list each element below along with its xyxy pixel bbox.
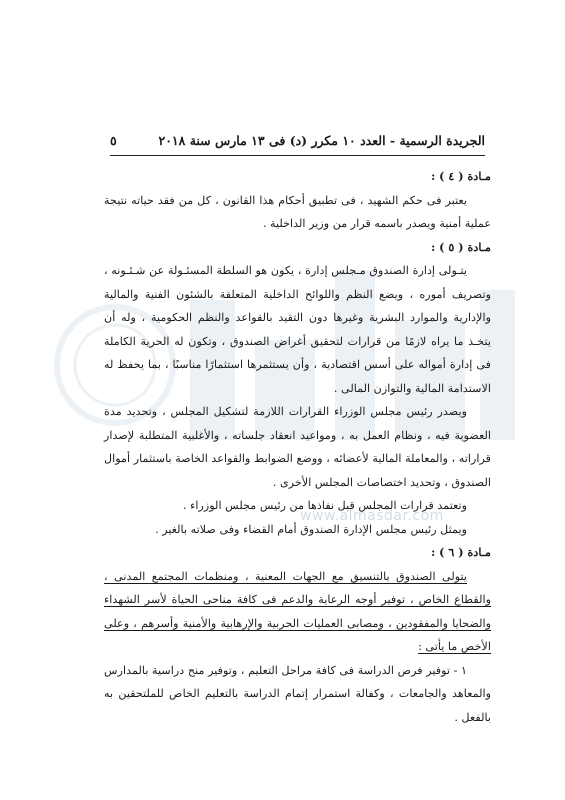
article-4-text: يعتبر فى حكم الشهيد ، فى تطبيق أحكام هذا القانون ، كل من فقد حياته نتيجة عملية أمنية ويصدر باسمه قرار من وزير الداخلية .: [104, 193, 491, 230]
article-5-paragraph-3: وتعتمد قرارات المجلس قبل نفاذها من رئيس مجلس الوزراء .: [182, 499, 467, 512]
article-4-heading: مـادة ( ٤ ) :: [431, 169, 491, 183]
gazette-title: الجريدة الرسمية - العدد ١٠ مكرر (د) فى ١٣ مارس سنة ٢٠١٨: [158, 133, 485, 148]
page-header: [110, 131, 485, 153]
document-body: [104, 165, 491, 729]
article-6-paragraph-1: يتولى الصندوق بالتنسيق مع الجهات المعنية ، ومنظمات المجتمع المدنى ، والقطاع الخاص ، توفير أوجه الرعاية والدعم فى كافة مناحى الحياة لأسر الشهداء والضحايا والمفقودين ، ومصابى العمليات الحربية والإرهابية والأمنية وأسرهم ، وعلى الأخص ما يأتى :: [104, 569, 491, 653]
article-6-item-1: ١ - توفير فرص الدراسة فى كافة مراحل التعليم ، وتوفير منح دراسية بالمدارس والمعاهد والجامعات ، وكفالة استمرار إتمام الدراسة بالتعليم الخاص للملتحقين به بالفعل .: [104, 663, 491, 724]
page-number: ٥: [110, 133, 117, 148]
article-5-paragraph-2: ويصدر رئيس مجلس الوزراء القرارات اللازمة لتشكيل المجلس ، وتحديد مدة العضوية فيه ، ونظام العمل به ، ومواعيد انعقاد جلساته ، والأغلبية المتطلبة لإصدار قراراته ، والمعاملة المالية لأعضائه ، ووضع الضوابط والقواعد الخاصة باستثمار أموال الصندوق ، وتحديد اختصاصات المجلس الأخرى .: [104, 405, 491, 489]
article-5-heading: مـادة ( ٥ ) :: [431, 239, 491, 254]
article-5-paragraph-1: يتـولى إدارة الصندوق مـجلس إدارة ، يكون هو السلطة المسئـولة عن شـئـونه ، وتصريف أموره ، ويضع النظم واللوائح الداخلية المتعلقة بالشئون الفنية والمالية والإدارية والموارد البشرية وغيرها دون التقيد بالقواعد والنظم الحكومية ، وله أن يتخـذ ما يراه لازمًا من قرارات لتحقيق أغراض الصندوق ، وتكون له الحرية الكاملة فى إدارة أمواله على أسس اقتصادية ، وأن يستثمرها استثمارًا مناسبًا ، بما يحفظ له الاستدامة المالية والتوازن المالى .: [104, 264, 491, 395]
watermark-url: www.almasdar.com: [300, 508, 444, 524]
article-5-paragraph-4: ويمثل رئيس مجلس الإدارة الصندوق أمام القضاء وفى صلاته بالغير .: [155, 522, 467, 536]
article-6-heading: مـادة ( ٦ ) :: [431, 545, 491, 559]
header-divider: [110, 155, 485, 156]
